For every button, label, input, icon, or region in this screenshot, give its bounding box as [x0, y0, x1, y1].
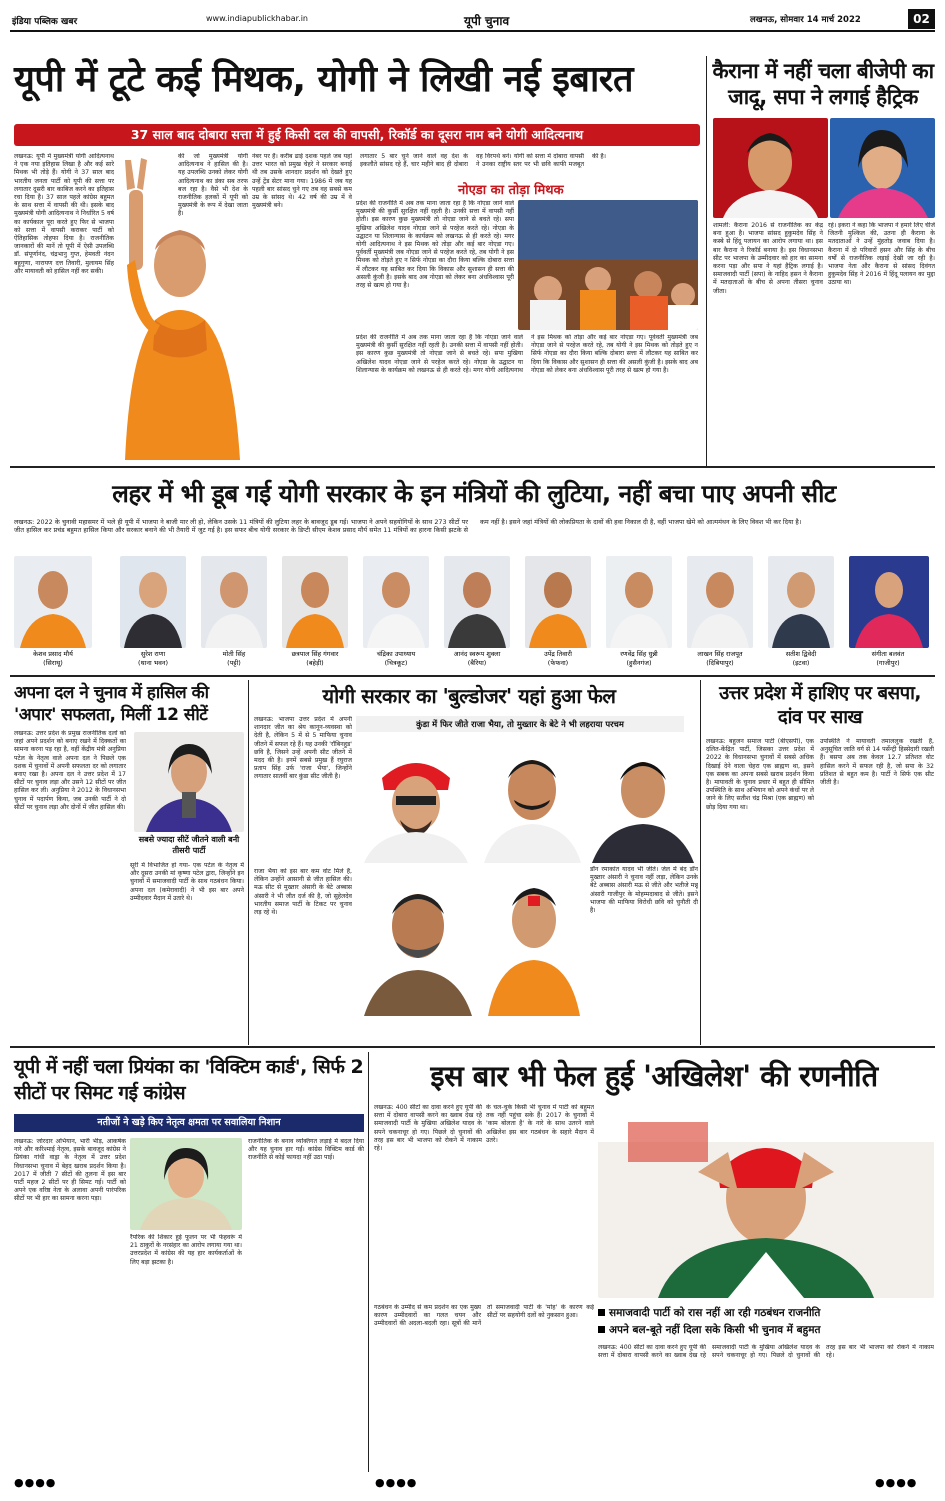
minister-photo [282, 556, 348, 648]
section-rule [10, 1046, 935, 1048]
page-bottom-ornament: ●●●● [375, 1476, 418, 1489]
minister-photo [606, 556, 672, 648]
minister-name: लाखन सिंह राजपूत [697, 650, 743, 658]
lead-subhead: 37 साल बाद दोबारा सत्ता में हुई किसी दल की वापसी, रिकॉर्ड का दूसरा नाम बने योगी आदित्यनाथ [14, 124, 700, 146]
abbas-ansari-photo [480, 738, 585, 863]
page-number: 02 [908, 9, 935, 29]
minister-photo [525, 556, 591, 648]
minister-photo [14, 556, 92, 648]
section-name: यूपी चुनाव [464, 14, 510, 28]
bulldozer-body-1: लखनऊ: भाजपा उत्तर प्रदेश में अपनी शानदार जीत का श्रेय कानून-व्यवस्था को देती है, लेकिन 5 में से 5 माफिया चुनाव जीतने में सफल रहे हैं। यह उनकी 'रॉबिनहुड' छवि है, जिसने उन्हें अपनी सीट जीतने में मदद की है। इनमें सबसे प्रमुख हैं रघुराज प्रताप सिंह उर्फ 'राजा भैया', जिन्होंने लगातार सातवीं बार कुंडा सीट जीती है। [254, 716, 352, 781]
lead-body-col3: नंबर पर हैं। करीब ढाई दशक पहले जब यहां उत्तर भारत को प्रमुख चेहरे ने सरकार बनाई थी तब उसके शानदार प्रदर्शन को देखते हुए उन्हें ट्रेंड सेटर माना गया। 1986 में जब यह पहली बार सांसद चुने गए तब वह सबसे कम उम्र के सांसद थे। 42 वर्ष की उम्र में वे मुख्यमंत्री बने। [252, 153, 352, 210]
noida-title: नोएडा का तोड़ा मिथक [458, 183, 564, 198]
congress-subhead: नतीजों ने खड़े किए नेतृत्व क्षमता पर सवालिया निशान [14, 1114, 364, 1132]
anupriya-photo [134, 732, 244, 832]
akhilesh-body-1: लखनऊ: 400 सीटों का दावा करने हुए यूपी की सत्ता में दोबारा वापसी करने का ख्वाब देख रहे समाजवादी पार्टी के मुखिया अखिलेश यादव के सपने चकनाचूर हो गए। पिछले दो चुनावों की तरह इस बार भी भाजपा को रोकने में नाकाम रहे। [374, 1104, 482, 1153]
akhilesh-body-4: लखनऊ: 400 सीटों का दावा करने हुए यूपी की सत्ता में दोबारा वापसी करने का ख्वाब देख रहे समाजवादी पार्टी के मुखिया अखिलेश यादव के सपने चकनाचूर हो गए। पिछले दो चुनावों की तरह इस बार भी भाजपा को रोकने में नाकाम रहे। [598, 1344, 934, 1360]
page-bottom-ornament: ●●●● [875, 1476, 918, 1489]
minister-seat: (इटवा) [792, 659, 810, 667]
minister-name: उपेंद्र तिवारी [544, 650, 572, 658]
raghuraj-photo [588, 738, 698, 863]
apnadal-body-2: सूरी में विभाजित हो गया- एक पटेल के नेतृत्व में और दूसरा उनकी मां कृष्णा पटेल द्वारा, जिन्होंने इन चुनावों में समाजवादी पार्टी के साथ गठबंधन किया। अपना दल (कमेरावादी) ने भी इस बार अपने उम्मीदवार मैदान में उतारे थे। [130, 862, 244, 902]
page-bottom-ornament: ●●●● [14, 1476, 57, 1489]
noida-body-2: प्रदेश की राजनीति में अब तक माना जाता रहा है कि नोएडा जाने वाले मुख्यमंत्री की कुर्सी सुरक्षित नहीं रहती है। उनकी सत्ता में वापसी नहीं होती। इस कारण कुछ मुख्यमंत्री तो नोएडा जाने से बचते रहे। सपा मुखिया अखिलेश यादव नोएडा जाने से परहेज करते रहे। नोएडा के उद्घाटन या शिलान्यास के कार्यक्रम को लखनऊ से ही करते रहे। मगर योगी आदित्यनाथ ने इस मिथक को तोड़ा और कई बार नोएडा गए। पूर्ववर्ती मुख्यमंत्री जब नोएडा जाने से परहेज करते रहे, तब योगी ने इस मिथक को तोड़ते हुए न सिर्फ नोएडा का दौरा किया बल्कि दोबारा सत्ता में लौटकर यह साबित कर दिया कि विकास और सुशासन ही सत्ता की असली कुंजी है। इसके बाद अब नोएडा को लेकर बना अंधविश्वास पूरी तरह से खत्म हो गया है। [356, 334, 698, 374]
congress-body-2: रैंपरिक की शिकार हुई फूलन पर भी फेहवरूं में 21 ठाकुरों के नरसंहार का आरोप लगाया गया था। उत्तरप्रदेश में कांग्रेस की यह हार कार्यकर्ताओं के लिए बड़ा झटका है। [130, 1234, 242, 1266]
minister-seat: (पट्टी) [227, 659, 241, 667]
minister-seat: (हुसैनगंज) [626, 659, 652, 667]
minister-name: संगीता बलवंत [871, 650, 905, 658]
akhilesh-bullet-1 [598, 1305, 934, 1321]
bullet-icon [598, 1309, 605, 1316]
bullet-icon [598, 1326, 605, 1333]
lead-body-col4: लगातार 5 बार चुने जाने वाले वह देश के इकलौते सांसद रहे हैं, चार महीने बाद ही दोबारा वह विरपर्थ बने। योगी को सत्ता में दोबारा वापसी ने उनका राष्ट्रीय स्तर पर भी छवि काफी मजबूत की है। [360, 153, 606, 169]
bulldozer-headline: योगी सरकार का 'बुल्डोजर' यहां हुआ फेल [322, 684, 616, 708]
congress-body-1: लखनऊ: जोरदार अभियान, भारी भीड़, आकर्षक नारे और करिश्माई नेतृत्व, इसके बावजूद कांग्रेस ने प्रियंका गांधी वाड्रा के नेतृत्व में उत्तर प्रदेश विधानसभा चुनाव में बेहद खराब प्रदर्शन किया है। 2017 में जीती 7 सीटों की तुलना में इस बार पार्टी महज 2 सीटों पर ही सिमट गई। पार्टी को अपने एक वरिष्ठ नेता के अलावा अपनी पारंपरिक सीटों पर भी हार का सामना करना पड़ा। [14, 1138, 126, 1203]
minister-photo [120, 556, 186, 648]
minister-name: आनंद स्वरूप शुक्ला [453, 650, 501, 658]
lead-body-col1: लखनऊ: यूपी में मुख्यमंत्री योगी आदित्यनाथ ने एक नया इतिहास लिखा है और कई सारे मिथक भी तोड़े हैं। योगी ने 37 साल बाद भारतीय जनता पार्टी को यूपी की सत्ता पर लगातार दूसरी बार काबिज करने का इतिहास रचा दिया है। 37 साल पहले कांग्रेस बहुमत के साथ सत्ता में वापसी की थी। इसके बाद मुख्यमंत्री योगी आदित्यनाथ ने निर्धारित 5 वर्ष का कार्यकाल पूरा करते हुए फिर से भाजपा को सत्ता में वापसी कराकर पार्टी को ऐतिहासिक तोहफा दिया है। राजनीतिक जानकारों की मानें तो यूपी में ऐसी उपलब्धि डॉ. संपूर्णानंद, चंद्रभानु गुप्त, हेमवती नंदन बहुगुणा, नारायण दत्त तिवारी, मुलायम सिंह और मायावती को हासिल नहीं कर सकी। [14, 153, 114, 275]
apnadal-headline: अपना दल ने चुनाव में हासिल की 'अपार' सफलता, मिलीं 12 सीटें [14, 683, 209, 725]
minister-seat: (चित्रकूट) [384, 659, 408, 667]
minister-photo [849, 556, 929, 648]
bsp-body-1: लखनऊ: बहुजन समाज पार्टी (बीएसपी), एक दलित-केंद्रित पार्टी, जिसका उत्तर प्रदेश में 2022 के विधानसभा चुनावों में सबसे अधिक दिखाई देने वाला चेहरा एक ब्राह्मण था, इसने एक सबक का अपना सबसे खराब प्रदर्शन किया है। मायावती के चुनाव प्रचार में बहुत ही सीमित उपस्थिति के साथ अभियान को अपने कंधों पर ले जाने के लिए सतीश चंद्र मिश्रा (एक ब्राह्मण) को छोड़ दिया गया था। [706, 738, 814, 811]
ministers-intro: लखनऊ: 2022 के चुनावी महासमर में भले ही यूपी में भाजपा ने बाजी मार ली हो, लेकिन उसके 11 मंत्रियों की लुटिया लहर के बावजूद डूब गई। भाजपा ने अपने सहयोगियों के साथ 273 सीटों पर जीत हासिल कर प्रचंड बहुमत हासिल किया और सरकार बनाने की भी तैयारी में जुट गई है। इस सफर बीच योगी सरकार के डिप्टी सीएम केशव प्रसाद मौर्य समेत 11 मंत्रियों का हारना किसी झटके से कम नहीं है। इसने जहां मंत्रियों की लोकप्रियता के दावों की हवा निकाल दी है, वहीं भाजपा खेमे को आत्ममंथन के लिए विवश भी कर दिया है। [14, 518, 802, 535]
column-rule [248, 680, 249, 1045]
minister-name: सुरेश राणा [140, 650, 166, 658]
column-rule [700, 680, 701, 1045]
mukhtar-photo [356, 866, 480, 1016]
lead-headline: यूपी में टूटे कई मिथक, योगी ने लिखी नई इबारत [14, 59, 634, 100]
bsp-headline: उत्तर प्रदेश में हाशिए पर बसपा, दांव पर साख [719, 683, 921, 728]
dateline: लखनऊ, सोमवार 14 मार्च 2022 [750, 15, 861, 25]
akhilesh-body-2: के चल-चुके किसी भी चुनाव में पार्टी को बहुमत तक नहीं पहुंचा सके हैं। 2017 के चुनावों में 'काम बोलता है' के नारे के साथ उतरने वाले अखिलेश इस बार गठबंधन के सहारे मैदान में उतरे। [486, 1104, 594, 1144]
minister-seat: (बहेड़ी) [306, 659, 324, 667]
minister-name: केशव प्रसाद मौर्य [33, 650, 73, 658]
minister-photo [201, 556, 267, 648]
priyanka-photo [130, 1138, 242, 1230]
section-rule [10, 675, 935, 677]
site-url[interactable]: www.indiapublickhabar.in [206, 14, 308, 23]
minister-photo [444, 556, 510, 648]
minister-photo [687, 556, 753, 648]
minister-seat: (गाजीपुर) [876, 659, 900, 667]
column-rule [368, 1052, 369, 1472]
noida-rally-photo [518, 200, 698, 330]
ministers-photo-row [14, 556, 934, 670]
apnadal-body-1: लखनऊ: उत्तर प्रदेश के प्रमुख राजनीतिक दलों को जहां अपने प्रदर्शन को बनाए रखने में दिक्कतों का सामना करना पड़ रहा है, वहीं केंद्रीय मंत्री अनुप्रिया पटेल के नेतृत्व वाले अपना दल ने पिछले एक दशक में चुनावों में अपनी सफलता दर को लगातार बनाए रखा है। अपना दल ने उत्तर प्रदेश में 17 सीटों पर चुनाव लड़ा और उसने 12 सीटों पर जीत हासिल कर ली। अनुप्रिया ने 2012 के विधानसभा चुनाव में पदार्पण किया, जब उनकी पार्टी ने दो सीटों पर चुनाव लड़ा और दोनों में जीत हासिल की। [14, 730, 126, 811]
minister-seat: (फेफना) [547, 659, 569, 667]
congress-body-3: राजनीतिक के बनाव व्यक्तिगत लड़ाई में बदल दिया और यह चुनाव हार गईं। कांग्रेस विक्टिम कार्ड की राजनीति से कोई फायदा नहीं उठा पाई। [248, 1138, 364, 1162]
ramakant-photo [484, 866, 584, 1016]
minister-name: सतीश द्विवेदी [785, 650, 817, 658]
brand-name: इंडिया पब्लिक खबर [12, 17, 78, 27]
minister-photo [768, 556, 834, 648]
minister-seat: (थाना भवन) [137, 659, 169, 667]
minister-seat: (सिराथू) [43, 659, 63, 667]
bullet-text: अपने बल-बूते नहीं दिला सके किसी भी चुनाव में बहुमत [609, 1324, 821, 1336]
column-rule [706, 56, 707, 466]
bulldozer-subhead: कुंडा में फिर जीते राजा भैया, तो मुख्तार के बेटे ने भी लहराया परचम [356, 716, 684, 732]
minister-name: छत्रपाल सिंह गंगवार [291, 650, 339, 658]
raja-bhaiya-photo [356, 738, 476, 863]
bulldozer-body-3: डॉन रमाकांत यादव भी जीते। जेल में बंद डॉन मुख्तार अंसारी ने चुनाव नहीं लड़ा, लेकिन उनके बेटे अब्बास अंसारी मऊ से जीते और भतीजे मन्नू अंसारी गाजीपुर के मोहम्मदाबाद से जीते। इसने भाजपा की माफिया विरोधी छवि को चुनौती दी है। [590, 866, 698, 915]
noida-body: प्रदेश की राजनीति में अब तक माना जाता रहा है कि नोएडा जाने वाले मुख्यमंत्री की कुर्सी सुरक्षित नहीं रहती है। उनकी सत्ता में वापसी नहीं होती। इस कारण कुछ मुख्यमंत्री तो नोएडा जाने से बचते रहे। सपा मुखिया अखिलेश यादव नोएडा जाने से परहेज करते रहे। नोएडा के उद्घाटन या शिलान्यास के कार्यक्रम को लखनऊ से ही करते रहे। मगर योगी आदित्यनाथ ने इस मिथक को तोड़ा और कई बार नोएडा गए। पूर्ववर्ती मुख्यमंत्री जब नोएडा जाने से परहेज करते रहे, तब योगी ने इस मिथक को तोड़ते हुए न सिर्फ नोएडा का दौरा किया बल्कि दोबारा सत्ता में लौटकर यह साबित कर दिया कि विकास और सुशासन ही सत्ता की असली कुंजी है। इसके बाद अब नोएडा को लेकर बना अंधविश्वास पूरी तरह से खत्म हो गया है। [356, 200, 514, 290]
akhilesh-photo [598, 1102, 934, 1298]
ministers-headline: लहर में भी डूब गई योगी सरकार के इन मंत्रियों की लुटिया, नहीं बचा पाए अपनी सीट [112, 479, 836, 508]
minister-seat: (बैरिया) [467, 659, 487, 667]
minister-name: मोती सिंह [222, 650, 246, 658]
kairana-photo-right [830, 118, 935, 218]
bsp-body-2: उपस्थिति ने मायावती तमाललुक रखती हैं, अनुसूचित जाति वर्ग से 14 पर्सेन्ट्री हिस्सेदारी रखती हैं। बसपा अब तक केवल 12.7 प्रतिशत वोट हासिल करने में सफल रही है, जो सपा के 32 प्रतिशत से बहुत कम है। पार्टी ने सिर्फ एक सीट जीती है। [820, 738, 934, 787]
kairana-body-1: शामली: कैराना 2016 से राजनीतिक का केंद्र बना हुआ है। भाजपा सांसद हुकुमदेव सिंह ने कस्बे से हिंदू पलायन का आरोप लगाया था। इस बार कैराना ने रिकॉर्ड बनाया है। इस विधानसभा सीट पर भाजपा के उम्मीदवार को हार का सामना करना पड़ा और सपा ने यहां हैट्रिक लगाई है। समाजवादी पार्टी (सपा) के नाहिद हसन ने कैराना में मतदाताओं के बीच से अपना तीसरा चुनाव जीता। [713, 222, 823, 295]
kairana-body-2: रहे। इकरा ने कहा कि भाजपा ने हमारे लिए चीजें जितनी मुश्किल की, उतना ही कैराना के मतदाताओं ने उन्हें मुंहतोड़ जवाब दिया है। कैराना में दो परिवारों हसन और सिंह के बीच वर्षों से राजनीतिक लड़ाई देखी जा रही है। भाजपा नेता और कैराना से सांसद दिवंगत हुकुमदेव सिंह ने 2016 में हिंदू पलायन का मुद्दा उठाया था। [828, 222, 935, 287]
akhilesh-body-3: गठबंधन के उम्मीद से कम प्रदर्शन का एक मुख्य कारण उम्मीदवारों का गलत चयन और उम्मीदवारों की अदला-बदली रहा। सूत्रों की मानें तो समाजवादी पार्टी के 'मोह' के कारण कई सीटों पर सहयोगी दलों को नुकसान हुआ। [374, 1304, 594, 1328]
kairana-headline: कैराना में नहीं चला बीजेपी का जादू, सपा ने लगाई हैट्रिक [712, 59, 934, 109]
anupriya-caption: सबसे ज्यादा सीटें जीतने वाली बनी तीसरी पार्टी [138, 835, 240, 855]
page-header [10, 10, 935, 32]
minister-name: रणवेंद्र सिंह धुन्नी [620, 650, 658, 658]
kairana-photo-left [713, 118, 828, 218]
lead-body-col2: की जो मुख्यमंत्री योगी आदित्यनाथ ने हासिल की है। यह उपलब्धि उनको लेकर योगी आदित्यनाथ का डंका सब तरफ बज रहा है। वैसे भी देश के राजनीतिक हलकों में यूपी को मुख्यमंत्री के रूप में देखा जाता है। [178, 153, 248, 218]
akhilesh-headline: इस बार भी फेल हुई 'अखिलेश' की रणनीति [430, 1059, 878, 1093]
bullet-text: समाजवादी पार्टी को रास नहीं आ रही गठबंधन राजनीति [609, 1307, 821, 1319]
congress-headline: यूपी में नहीं चला प्रियंका का 'विक्टिम कार्ड', सिर्फ 2 सीटों पर सिमट गई कांग्रेस [14, 1056, 364, 1104]
minister-seat: (दिबियापुर) [706, 659, 734, 667]
minister-photo [363, 556, 429, 648]
section-rule [10, 466, 935, 468]
minister-name: चंद्रिका उपाध्याय [376, 650, 416, 658]
akhilesh-bullet-2 [598, 1322, 934, 1338]
bulldozer-body-2: राजा भैया को इस बार कम वोट मिले हैं, लेकिन उन्होंने आसानी से जीत हासिल की। मऊ सीट से मुख्तार अंसारी के बेटे अब्बास अंसारी ने भी जीत दर्ज की है, जो सुहेलदेव भारतीय समाज पार्टी के टिकट पर चुनाव लड़ रहे थे। [254, 868, 352, 917]
